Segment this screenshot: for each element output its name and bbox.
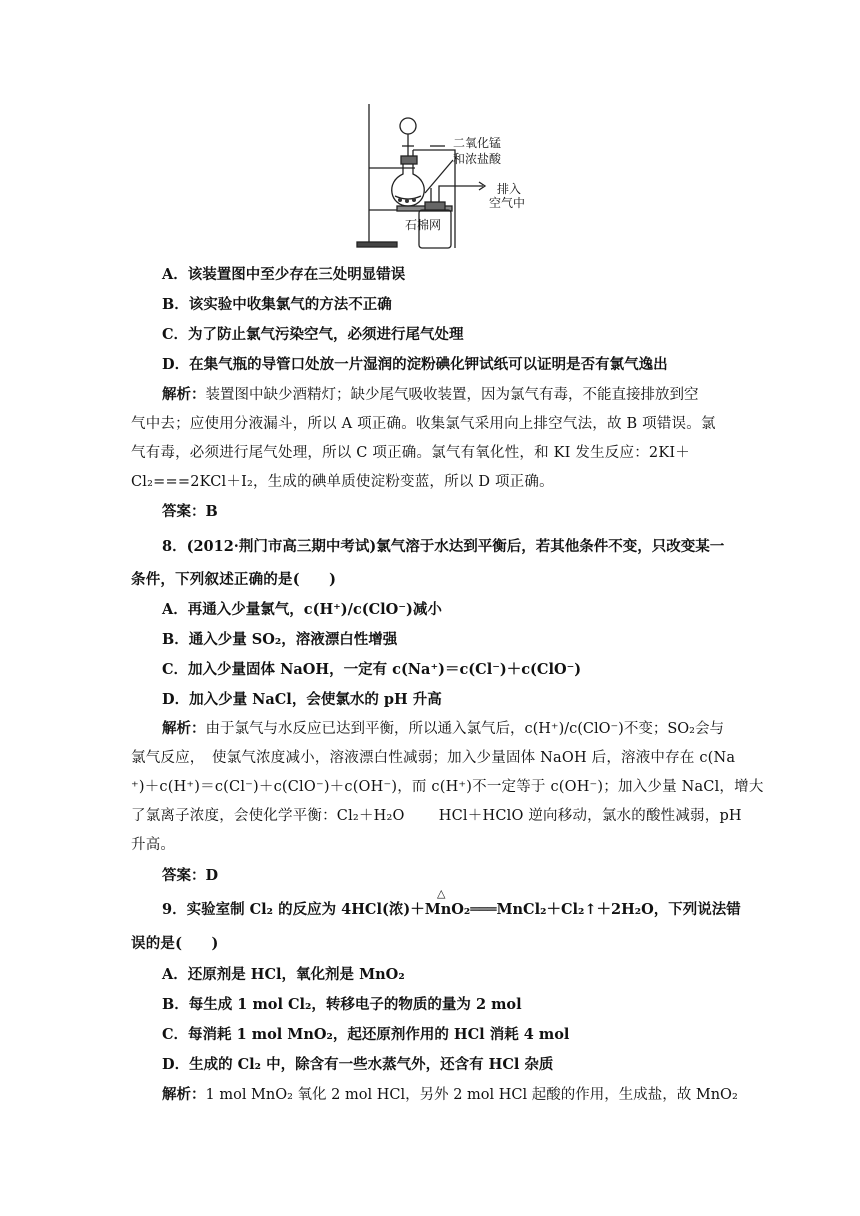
label-out-2: 空气中	[489, 196, 526, 210]
q8-analysis-line-4: 了氯离子浓度，会使化学平衡：Cl₂＋H₂O HCl＋HClO 逆向移动，氯水的酸性减弱，pH	[131, 808, 742, 824]
q9-analysis-line-1	[162, 1085, 738, 1105]
q9-stem-text-1: 9．实验室制 Cl₂ 的反应为 4HCl(浓)＋MnO₂═══MnCl₂＋Cl₂↑＋2H₂O，下列说法错	[162, 901, 741, 918]
q8-option-d: D．加入少量 NaCl，会使氯水的 pH 升高	[162, 691, 442, 708]
q8-answer: 答案：D	[162, 867, 219, 884]
q8-option-b: B．通入少量 SO₂，溶液漂白性增强	[162, 631, 398, 648]
q8-analysis-text-1: 由于氯气与水反应已达到平衡，所以通入氯气后，c(H⁺)/c(ClO⁻)不变；SO₂会与	[205, 721, 724, 737]
q8-option-c: C．加入少量固体 NaOH，一定有 c(Na⁺)＝c(Cl⁻)＋c(ClO⁻)	[162, 661, 582, 678]
q7-answer: 答案：B	[162, 503, 218, 520]
q7-analysis-text-1: 装置图中缺少酒精灯；缺少尾气吸收装置，因为氯气有毒，不能直接排放到空	[205, 387, 699, 403]
label-gauze: 石棉网	[405, 218, 442, 232]
q8-analysis-line-3: ⁺)＋c(H⁺)＝c(Cl⁻)＋c(ClO⁻)＋c(OH⁻)，而 c(H⁺)不一定等于 c(OH⁻)；加入少量 NaCl，增大	[131, 779, 764, 795]
q9-heat-mark: △	[437, 887, 446, 900]
q8-analysis-label: 解析：	[162, 720, 206, 737]
q9-analysis-text-1: 1 mol MnO₂ 氧化 2 mol HCl，另外 2 mol HCl 起酸的作用，生成盐，故 MnO₂	[205, 1087, 738, 1103]
q9-option-b: B．每生成 1 mol Cl₂，转移电子的物质的量为 2 mol	[162, 996, 522, 1013]
q9-option-a: A．还原剂是 HCl，氧化剂是 MnO₂	[162, 966, 405, 983]
q7-option-c: C．为了防止氯气污染空气，必须进行尾气处理	[162, 326, 464, 343]
q8-analysis-line-1	[162, 719, 724, 739]
label-reagents-2: 和浓盐酸	[453, 152, 502, 166]
q9-stem-line-1	[162, 900, 741, 920]
q8-analysis-line-2: 氯气反应， 使氯气浓度减小，溶液漂白性减弱；加入少量固体 NaOH 后，溶液中存在 c(Na	[131, 750, 736, 766]
q7-option-d: D．在集气瓶的导管口处放一片湿润的淀粉碘化钾试纸可以证明是否有氯气逸出	[162, 356, 668, 373]
q7-analysis-line-2: 气中去；应使用分液漏斗，所以 A 项正确。收集氯气采用向上排空气法，故 B 项错误。氯	[131, 416, 716, 432]
q8-analysis-line-5: 升高。	[131, 837, 176, 853]
q7-analysis-line-1	[162, 385, 699, 405]
q8-stem-line-2: 条件，下列叙述正确的是( )	[131, 571, 337, 588]
q7-analysis-line-3: 气有毒，必须进行尾气处理，所以 C 项正确。氯气有氧化性，和 KI 发生反应：2KI＋	[131, 445, 690, 461]
label-out-1: 排入	[497, 182, 522, 196]
q9-option-c: C．每消耗 1 mol MnO₂，起还原剂作用的 HCl 消耗 4 mol	[162, 1026, 570, 1043]
q9-analysis-label: 解析：	[162, 1086, 206, 1103]
q9-stem-line-2: 误的是( )	[131, 935, 219, 952]
q8-option-a: A．再通入少量氯气，c(H⁺)/c(ClO⁻)减小	[162, 601, 442, 618]
q7-option-a: A．该装置图中至少存在三处明显错误	[162, 266, 406, 283]
apparatus-drawing	[355, 98, 545, 254]
q8-stem-line-1: 8．(2012·荆门市高三期中考试)氯气溶于水达到平衡后，若其他条件不变，只改变某一	[162, 538, 725, 555]
label-reagents-1: 二氧化锰	[453, 136, 502, 150]
q7-analysis-line-4: Cl₂===2KCl＋I₂，生成的碘单质使淀粉变蓝，所以 D 项正确。	[131, 474, 554, 490]
q7-option-b: B．该实验中收集氯气的方法不正确	[162, 296, 392, 313]
q9-option-d: D．生成的 Cl₂ 中，除含有一些水蒸气外，还含有 HCl 杂质	[162, 1056, 554, 1073]
apparatus-diagram	[355, 98, 545, 254]
q7-analysis-label: 解析：	[162, 386, 206, 403]
